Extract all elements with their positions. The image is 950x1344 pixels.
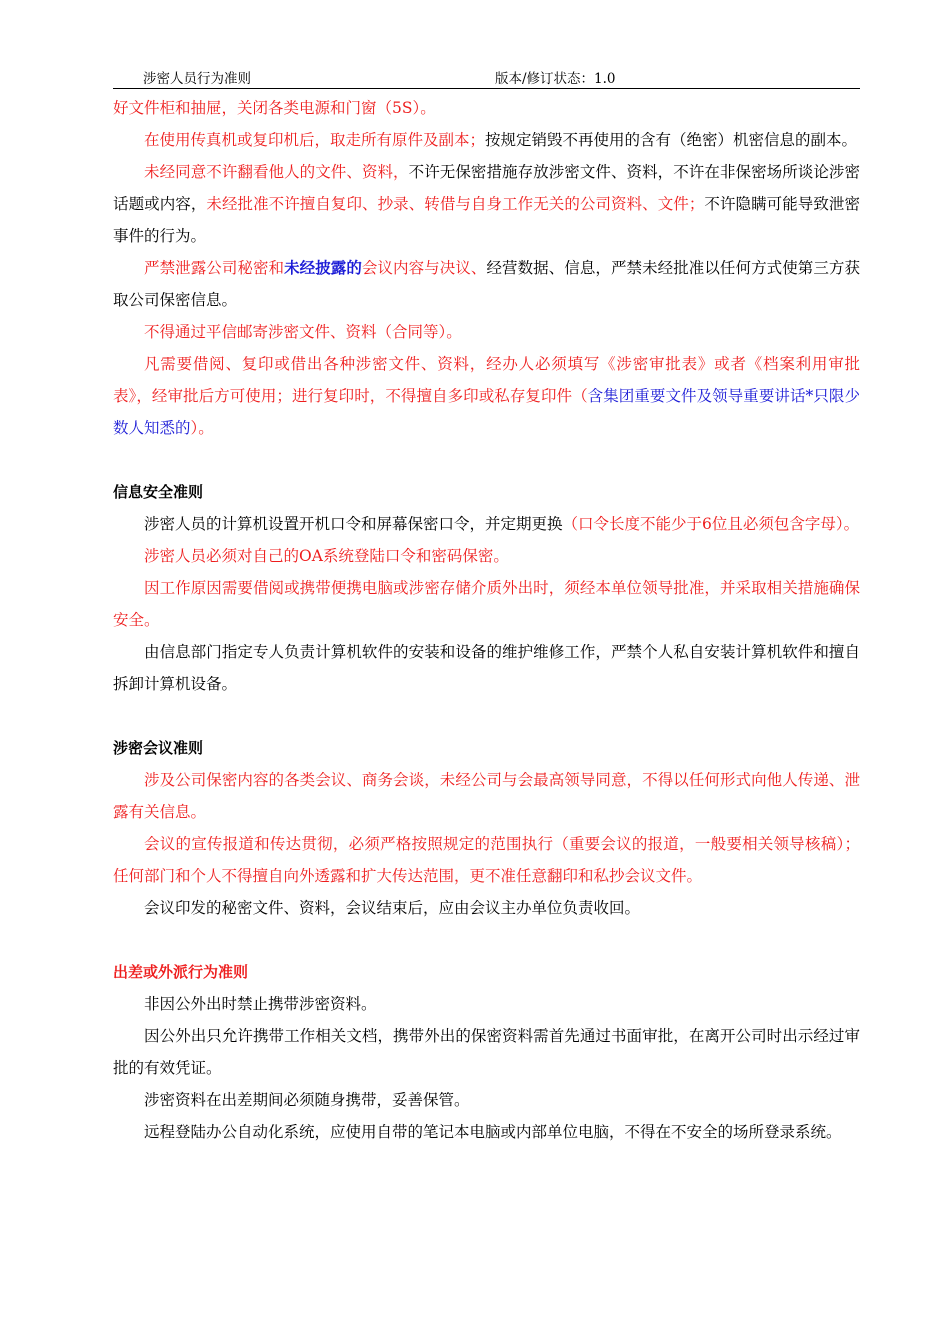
text-run: 经营数据、信息，严禁未经批准以任何方式使第三方获取公司保密信息。 (113, 259, 860, 309)
paragraph (113, 252, 860, 316)
text-run: 不许隐瞒可能导致泄密事件的行为。 (113, 195, 860, 245)
text-run: 未经同意不许翻看他人的文件、资料， (144, 163, 409, 181)
text-run: 未经批准不许擅自复印、抄录、转借与自身工作无关的公司资料、文件； (206, 195, 705, 213)
paragraph (113, 156, 860, 252)
paragraph: 会议的宣传报道和传达贯彻，必须严格按照规定的范围执行（重要会议的报道，一般要相关领导核稿）；任何部门和个人不得擅自向外透露和扩大传达范围，更不准任意翻印和私抄会议文件。 (113, 835, 860, 885)
text-run: 会议内容与决议、 (361, 259, 487, 277)
text-run: 未经披露的 (284, 258, 362, 277)
text-run: 按规定销毁不再使用的含有（绝密）机密信息的副本。 (485, 131, 858, 149)
text-run: 涉密人员的计算机设置开机口令和屏幕保密口令，并定期更换 (144, 515, 563, 533)
section-heading-travel: 出差或外派行为准则 (113, 963, 249, 981)
paragraph (113, 124, 860, 156)
header-title: 涉密人员行为准则 (143, 71, 251, 87)
text-run: 不许无保密措施存放涉密文件、资料，不许在非保密场所谈论涉密话题或内容， (113, 163, 860, 213)
paragraph: 远程登陆办公自动化系统，应使用自带的笔记本电脑或内部单位电脑，不得在不安全的场所登录系统。 (144, 1123, 842, 1141)
paragraph: 非因公外出时禁止携带涉密资料。 (144, 995, 377, 1013)
paragraph: 涉密资料在出差期间必须随身携带，妥善保管。 (144, 1091, 470, 1109)
header-version: 版本/修订状态：1.0 (495, 71, 616, 87)
paragraph (113, 348, 860, 444)
document-body (113, 92, 860, 1148)
paragraph: 涉密人员必须对自己的OA系统登陆口令和密码保密。 (144, 547, 509, 565)
paragraph: 不得通过平信邮寄涉密文件、资料（合同等）。 (144, 323, 462, 341)
paragraph: 因工作原因需要借阅或携带便携电脑或涉密存储介质外出时，须经本单位领导批准，并采取相关措施确保安全。 (113, 579, 860, 629)
paragraph: 涉及公司保密内容的各类会议、商务会谈，未经公司与会最高领导同意，不得以任何形式向他人传递、泄露有关信息。 (113, 771, 860, 821)
text-run: 在使用传真机或复印机后，取走所有原件及副本； (144, 131, 486, 149)
paragraph (113, 508, 860, 540)
text-run: 凡需要借阅、复印或借出各种涉密文件、资料，经办人必须填写《涉密审批表》或者《档案利用审批表》，经审批后方可使用；进行复印时，不得擅自多印或私存复印件（ (113, 355, 860, 405)
page-header (113, 64, 860, 89)
section-heading-meeting: 涉密会议准则 (113, 739, 204, 757)
text-run: （口令长度不能少于6位且必须包含字母）。 (562, 515, 860, 533)
text-run: ）。 (190, 419, 214, 437)
text-run: 含集团重要文件及领导重要讲话*只限少数人知悉的 (113, 387, 860, 437)
paragraph: 好文件柜和抽屉，关闭各类电源和门窗（5S）。 (113, 99, 436, 117)
paragraph: 会议印发的秘密文件、资料，会议结束后，应由会议主办单位负责收回。 (144, 899, 641, 917)
paragraph: 因公外出只允许携带工作相关文档，携带外出的保密资料需首先通过书面审批，在离开公司时出示经过审批的有效凭证。 (113, 1027, 860, 1077)
section-heading-info-security: 信息安全准则 (113, 483, 204, 501)
text-run: 严禁泄露公司秘密和 (144, 259, 285, 277)
paragraph: 由信息部门指定专人负责计算机软件的安装和设备的维护维修工作，严禁个人私自安装计算机软件和擅自拆卸计算机设备。 (113, 643, 860, 693)
